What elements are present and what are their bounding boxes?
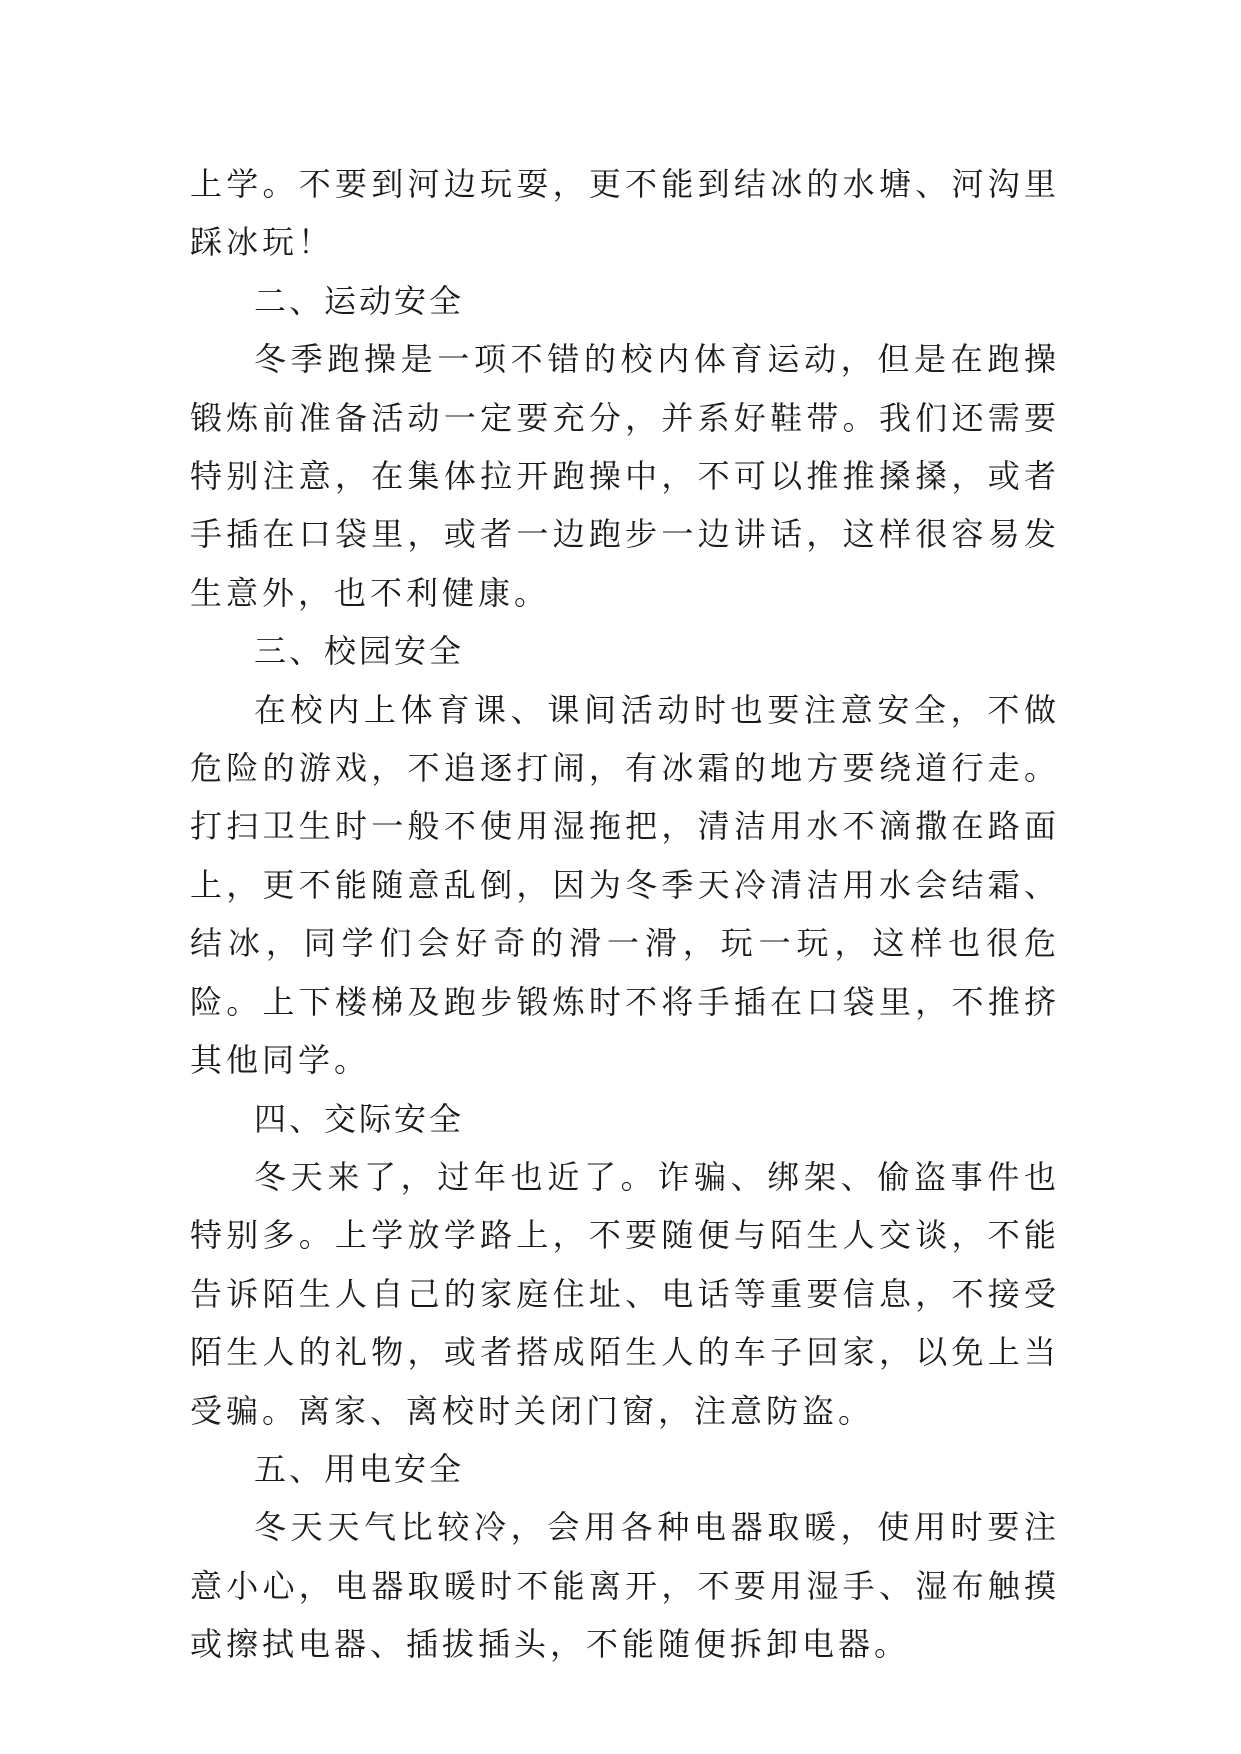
paragraph-social-safety: 冬天来了，过年也近了。诈骗、绑架、偷盗事件也特别多。上学放学路上，不要随便与陌生人交谈，不能告诉陌生人自己的家庭住址、电话等重要信息，不接受陌生人的礼物，或者搭成陌生人的车子回家，以免上当受骗。离家、离校时关闭门窗，注意防盗。 — [190, 1157, 1060, 1430]
section-heading-sports-safety: 二、运动安全 — [254, 281, 465, 320]
document-body — [190, 155, 1060, 1674]
section-heading-social-safety: 四、交际安全 — [254, 1099, 465, 1138]
paragraph-continuation: 上学。不要到河边玩耍，更不能到结冰的水塘、河沟里踩冰玩！ — [190, 165, 1060, 262]
section-heading-electrical-safety: 五、用电安全 — [254, 1449, 465, 1488]
paragraph-sports-safety: 冬季跑操是一项不错的校内体育运动，但是在跑操锻炼前准备活动一定要充分，并系好鞋带。我们还需要特别注意，在集体拉开跑操中，不可以推推搡搡，或者手插在口袋里，或者一边跑步一边讲话，这样很容易发生意外，也不利健康。 — [190, 340, 1060, 612]
section-heading-campus-safety: 三、校园安全 — [254, 632, 465, 671]
paragraph-campus-safety: 在校内上体育课、课间活动时也要注意安全，不做危险的游戏，不追逐打闹，有冰霜的地方要绕道行走。打扫卫生时一般不使用湿拖把，清洁用水不滴撒在路面上，更不能随意乱倒，因为冬季天冷清洁用水会结霜、结冰，同学们会好奇的滑一滑，玩一玩，这样也很危险。上下楼梯及跑步锻炼时不将手插在口袋里，不推挤其他同学。 — [190, 690, 1060, 1080]
paragraph-electrical-safety: 冬天天气比较冷，会用各种电器取暖，使用时要注意小心，电器取暖时不能离开，不要用湿手、湿布触摸或擦拭电器、插拔插头，不能随便拆卸电器。 — [190, 1508, 1060, 1664]
